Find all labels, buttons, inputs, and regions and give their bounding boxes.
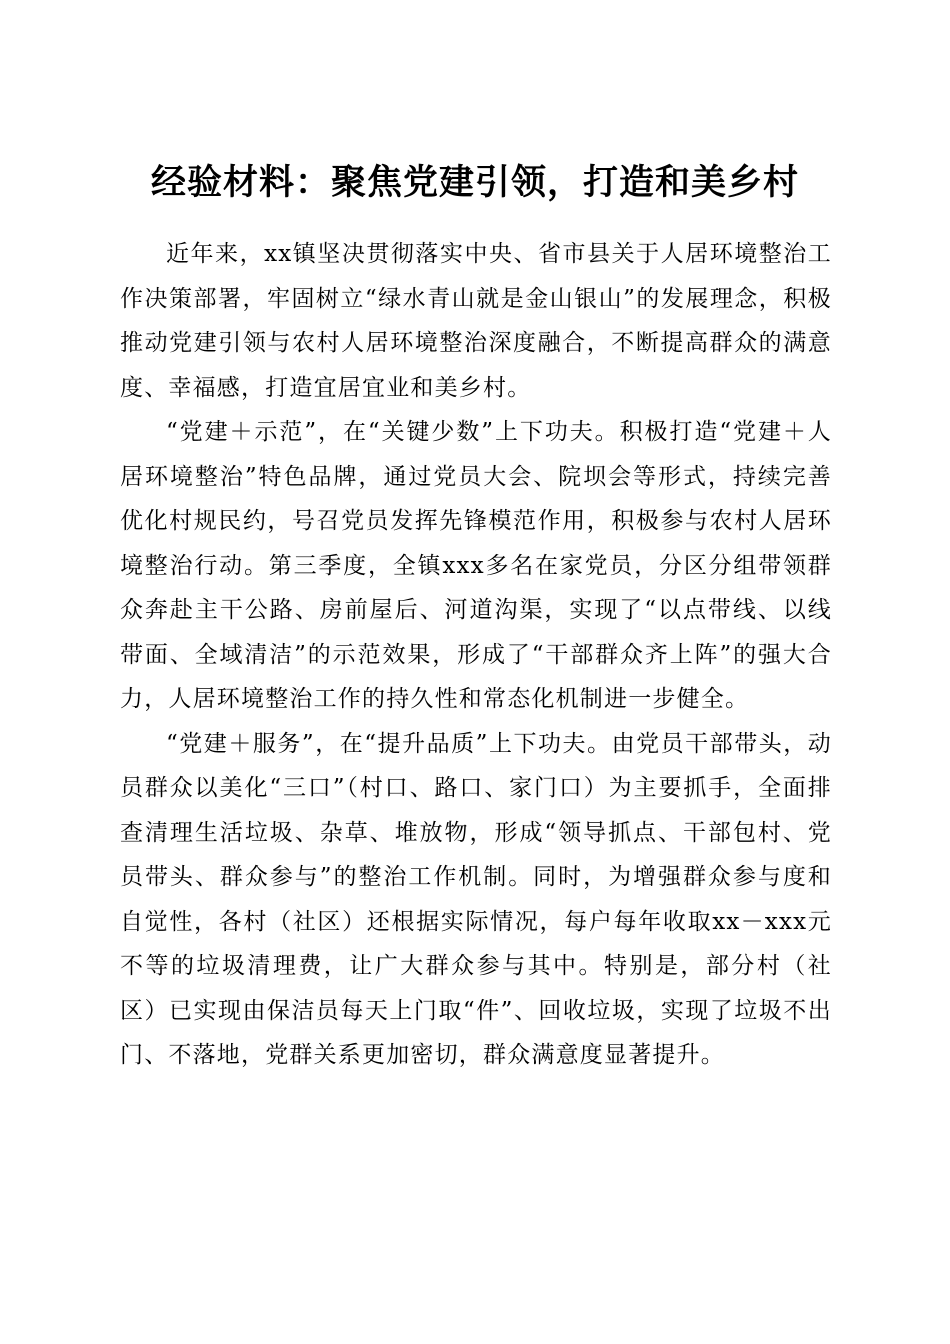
paragraph-intro: 近年来，xx镇坚决贯彻落实中央、省市县关于人居环境整治工作决策部署，牢固树立“绿水青山就是金山银山”的发展理念，积极推动党建引领与农村人居环境整治深度融合，不断提高群众的满意度、幸福感，打造宜居宜业和美乡村。 <box>120 241 832 401</box>
document-title: 经验材料：聚焦党建引领，打造和美乡村 <box>150 162 799 204</box>
document-body <box>120 232 832 1078</box>
paragraph-demonstration: “党建＋示范”，在“关键少数”上下功夫。积极打造“党建＋人居环境整治”特色品牌，通过党员大会、院坝会等形式，持续完善优化村规民约，号召党员发挥先锋模范作用，积极参与农村人居环境整治行动。第三季度，全镇xxx多名在家党员，分区分组带领群众奔赴主干公路、房前屋后、河道沟渠，实现了“以点带线、以线带面、全域清洁”的示范效果，形成了“干部群众齐上阵”的强大合力，人居环境整治工作的持久性和常态化机制进一步健全。 <box>120 419 832 712</box>
paragraph-service: “党建＋服务”，在“提升品质”上下功夫。由党员干部带头，动员群众以美化“三口”（村口、路口、家门口）为主要抓手，全面排查清理生活垃圾、杂草、堆放物，形成“领导抓点、干部包村、党员带头、群众参与”的整治工作机制。同时，为增强群众参与度和自觉性，各村（社区）还根据实际情况，每户每年收取xx－xxx元不等的垃圾清理费，让广大群众参与其中。特别是，部分村（社区）已实现由保洁员每天上门取“件”、回收垃圾，实现了垃圾不出门、不落地，党群关系更加密切，群众满意度显著提升。 <box>120 730 832 1068</box>
